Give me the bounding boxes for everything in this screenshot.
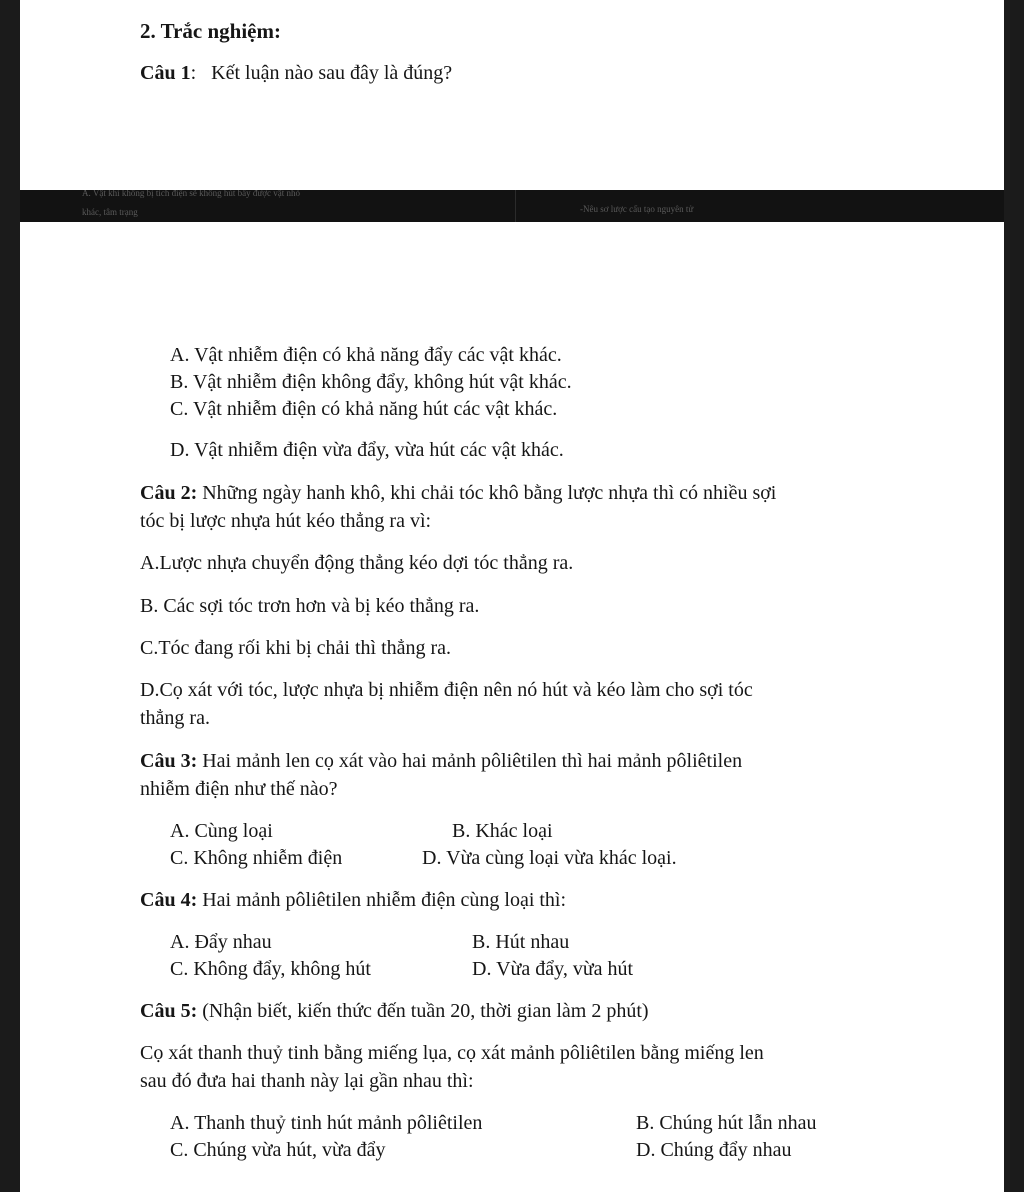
strip-text-left-1: A. Vật khi không bị tích điện sẽ không hút bấy được vật nhỏ	[82, 190, 300, 198]
question-3-line-1	[140, 748, 742, 774]
q2-option-b: B. Các sợi tóc trơn hơn và bị kéo thẳng ra.	[140, 595, 480, 617]
q5-option-b: B. Chúng hút lẫn nhau	[636, 1112, 817, 1134]
strip-text-right: -Nêu sơ lược cấu tạo nguyên tử	[580, 204, 694, 214]
question-4-label: Câu 4:	[140, 889, 198, 911]
q4-option-c: C. Không đẩy, không hút	[170, 958, 371, 980]
q4-option-b: B. Hút nhau	[472, 931, 570, 953]
q1-option-d: D. Vật nhiễm điện vừa đẩy, vừa hút các vật khác.	[170, 439, 564, 461]
q3-option-c: C. Không nhiễm điện	[170, 847, 343, 869]
page-gap-strip	[20, 190, 1004, 222]
q3-option-d: D. Vừa cùng loại vừa khác loại.	[422, 847, 677, 869]
q1-option-a: A. Vật nhiễm điện có khả năng đẩy các vật khác.	[170, 344, 562, 366]
section-title: 2. Trắc nghiệm:	[140, 19, 281, 43]
q3-option-b: B. Khác loại	[452, 820, 553, 842]
q5-option-d: D. Chúng đẩy nhau	[636, 1139, 792, 1161]
q2-option-a: A.Lược nhựa chuyển động thẳng kéo dợi tóc thẳng ra.	[140, 552, 574, 574]
q1-option-c: C. Vật nhiễm điện có khả năng hút các vật khác.	[170, 398, 558, 420]
question-1-text: Kết luận nào sau đây là đúng?	[211, 62, 453, 84]
question-3-text-1: Hai mảnh len cọ xát vào hai mảnh pôliêtilen thì hai mảnh pôliêtilen	[202, 750, 743, 772]
q2-option-d-line-1: D.Cọ xát với tóc, lược nhựa bị nhiễm điện nên nó hút và kéo làm cho sợi tóc	[140, 679, 753, 701]
question-5-label: Câu 5:	[140, 1000, 198, 1022]
question-1-label: Câu 1	[140, 62, 191, 84]
q2-option-d-line-2: thẳng ra.	[140, 707, 210, 729]
question-2-text-1: Những ngày hanh khô, khi chải tóc khô bằng lược nhựa thì có nhiều sợi	[202, 482, 777, 504]
question-2-line-2: tóc bị lược nhựa hút kéo thẳng ra vì:	[140, 510, 432, 532]
q1-option-b: B. Vật nhiễm điện không đẩy, không hút vật khác.	[170, 371, 572, 393]
q3-option-a: A. Cùng loại	[170, 820, 273, 842]
question-4-stem	[140, 887, 566, 913]
q4-option-a: A. Đẩy nhau	[170, 931, 272, 953]
strip-divider	[515, 190, 516, 222]
question-3-label: Câu 3:	[140, 750, 198, 772]
question-5-line-1: Cọ xát thanh thuỷ tinh bằng miếng lụa, cọ xát mảnh pôliêtilen bằng miếng len	[140, 1042, 764, 1064]
q5-option-a: A. Thanh thuỷ tinh hút mảnh pôliêtilen	[170, 1112, 483, 1134]
strip-text-left-2: khác, tâm trạng	[82, 207, 138, 217]
question-5-meta: (Nhận biết, kiến thức đến tuần 20, thời gian làm 2 phút)	[202, 1000, 649, 1022]
question-2-line-1	[140, 480, 776, 506]
question-3-line-2: nhiễm điện như thế nào?	[140, 778, 338, 800]
q2-option-c: C.Tóc đang rối khi bị chải thì thẳng ra.	[140, 637, 452, 659]
question-4-text: Hai mảnh pôliêtilen nhiễm điện cùng loại thì:	[202, 889, 567, 911]
q5-option-c: C. Chúng vừa hút, vừa đẩy	[170, 1139, 386, 1161]
question-1-colon: :	[190, 62, 197, 84]
q4-option-d: D. Vừa đẩy, vừa hút	[472, 958, 634, 980]
question-5-header	[140, 998, 649, 1024]
question-1-stem	[140, 60, 452, 86]
question-5-line-2: sau đó đưa hai thanh này lại gần nhau thì:	[140, 1070, 474, 1092]
question-2-label: Câu 2:	[140, 482, 198, 504]
